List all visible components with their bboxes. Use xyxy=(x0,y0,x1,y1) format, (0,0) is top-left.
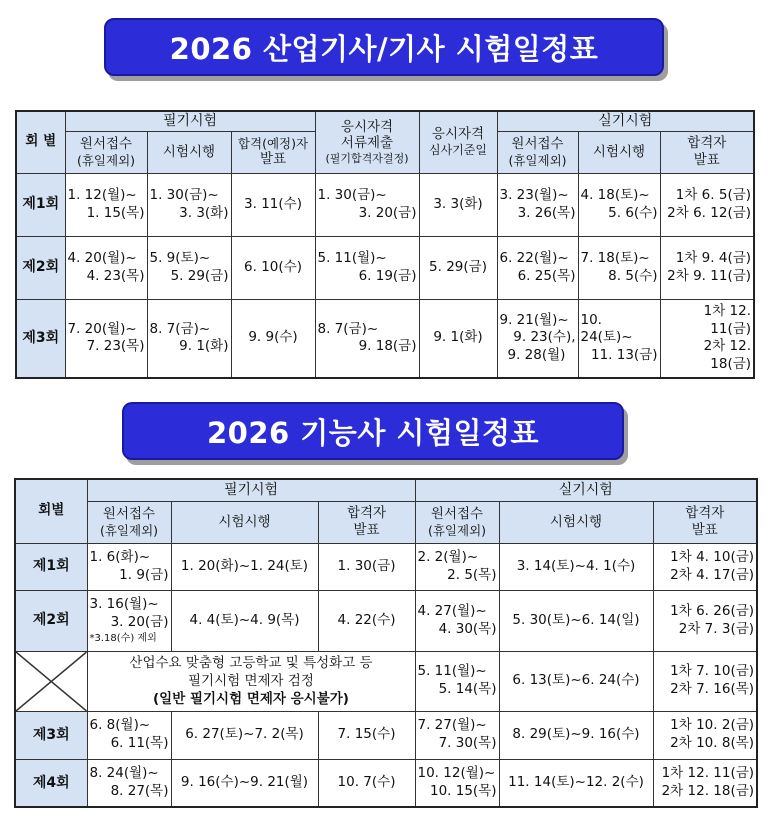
practical-apply-period: 7. 27(월)~ 7. 30(목) xyxy=(415,711,499,759)
pass-date: 1. 30(금) xyxy=(318,543,415,590)
apply-period: 1. 6(화)~ 1. 9(금) xyxy=(87,543,171,590)
practical-pass-date: 1차 7. 10(금) 2차 7. 16(목) xyxy=(653,651,757,711)
practical-apply-period: 4. 27(월)~ 4. 30(목) xyxy=(415,590,499,651)
header-practical-exam: 실기시험 xyxy=(497,111,754,131)
exam-period: 4. 4(토)~4. 9(목) xyxy=(171,590,318,651)
practical-exam-period: 8. 29(토)~9. 16(수) xyxy=(499,711,653,759)
craftsman-schedule-table xyxy=(14,478,758,808)
round-label: 제2회 xyxy=(16,236,65,299)
round-label: 제4회 xyxy=(15,759,87,807)
practical-pass-date: 1차 4. 10(금) 2차 4. 17(금) xyxy=(653,543,757,590)
round-label: 제2회 xyxy=(15,590,87,651)
header-practical-apply: 원서접수 (휴일제외) xyxy=(497,131,578,173)
practical-apply-period: 10. 12(월)~ 10. 15(목) xyxy=(415,759,499,807)
exam-period: 5. 9(토)~ 5. 29(금) xyxy=(147,236,231,299)
practical-pass-date: 1차 12. 11(금) 2차 12. 18(금) xyxy=(660,299,754,378)
exam-period: 9. 16(수)~9. 21(월) xyxy=(171,759,318,807)
practical-pass-date: 1차 9. 4(금) 2차 9. 11(금) xyxy=(660,236,754,299)
practical-apply-period: 2. 2(월)~ 2. 5(목) xyxy=(415,543,499,590)
cross-mark-icon xyxy=(16,652,87,711)
table-row xyxy=(16,236,754,299)
docs-period: 1. 30(금)~ 3. 20(금) xyxy=(315,173,419,236)
review-date: 3. 3(화) xyxy=(419,173,497,236)
apply-exclusion-note: *3.18(수) 제외 xyxy=(89,632,157,644)
round-label: 제3회 xyxy=(15,711,87,759)
apply-period: 6. 8(월)~ 6. 11(목) xyxy=(87,711,171,759)
header-apply: 원서접수 (휴일제외) xyxy=(87,501,171,543)
apply-period: 4. 20(월)~ 4. 23(목) xyxy=(65,236,147,299)
pass-date: 6. 10(수) xyxy=(231,236,315,299)
exam-period: 1. 30(금)~ 3. 3(화) xyxy=(147,173,231,236)
round-label: 제1회 xyxy=(15,543,87,590)
practical-apply-period: 9. 21(월)~ 9. 23(수), 9. 28(월) xyxy=(497,299,578,378)
exam-period: 8. 7(금)~ 9. 1(화) xyxy=(147,299,231,378)
table-row-special xyxy=(15,651,757,711)
header-practical-exam-date: 시험시행 xyxy=(499,501,653,543)
apply-period: 1. 12(월)~ 1. 15(목) xyxy=(65,173,147,236)
header-practical-exam: 실기시험 xyxy=(415,479,757,501)
pass-date: 3. 11(수) xyxy=(231,173,315,236)
practical-exam-period: 3. 14(토)~4. 1(수) xyxy=(499,543,653,590)
practical-exam-period: 10. 24(토)~ 11. 13(금) xyxy=(578,299,660,378)
exam-period: 1. 20(화)~1. 24(토) xyxy=(171,543,318,590)
pass-date: 10. 7(수) xyxy=(318,759,415,807)
header-exam-date: 시험시행 xyxy=(147,131,231,173)
header-practical-apply: 원서접수 (휴일제외) xyxy=(415,501,499,543)
practical-pass-date: 1차 10. 2(금) 2차 10. 8(목) xyxy=(653,711,757,759)
practical-pass-date: 1차 12. 11(금) 2차 12. 18(금) xyxy=(653,759,757,807)
apply-period: 3. 16(월)~ 3. 20(금) *3.18(수) 제외 xyxy=(87,590,171,651)
header-practical-pass: 합격자 발표 xyxy=(653,501,757,543)
header-docs-submission: 응시자격 서류제출 (필기합격자결정) xyxy=(315,111,419,173)
crossed-out-round-cell xyxy=(15,651,87,711)
practical-apply-period: 6. 22(월)~ 6. 25(목) xyxy=(497,236,578,299)
practical-apply-period: 3. 23(월)~ 3. 26(목) xyxy=(497,173,578,236)
header-round: 회별 xyxy=(15,479,87,543)
round-label: 제3회 xyxy=(16,299,65,378)
practical-exam-period: 7. 18(토)~ 8. 5(수) xyxy=(578,236,660,299)
header-qualification-review: 응시자격 심사기준일 xyxy=(419,111,497,173)
review-date: 5. 29(금) xyxy=(419,236,497,299)
header-practical-pass: 합격자 발표 xyxy=(660,131,754,173)
table-row xyxy=(15,711,757,759)
pass-date: 7. 15(수) xyxy=(318,711,415,759)
practical-exam-period: 11. 14(토)~12. 2(수) xyxy=(499,759,653,807)
practical-exam-period: 4. 18(토)~ 5. 6(수) xyxy=(578,173,660,236)
practical-pass-date: 1차 6. 26(금) 2차 7. 3(금) xyxy=(653,590,757,651)
table-row xyxy=(16,173,754,236)
header-pass-announce: 합격(예정)자 발표 xyxy=(231,131,315,173)
exam-period: 6. 27(토)~7. 2(목) xyxy=(171,711,318,759)
exemption-notice: 산업수요 맞춤형 고등학교 및 특성화고 등 필기시험 면제자 검정 (일반 필기시험 면제자 응시불가) xyxy=(87,651,415,711)
table-row xyxy=(15,590,757,651)
header-round: 회 별 xyxy=(16,111,65,173)
header-practical-exam-date: 시험시행 xyxy=(578,131,660,173)
review-date: 9. 1(화) xyxy=(419,299,497,378)
docs-period: 8. 7(금)~ 9. 18(금) xyxy=(315,299,419,378)
practical-pass-date: 1차 6. 5(금) 2차 6. 12(금) xyxy=(660,173,754,236)
schedule-title-craftsman: 2026 기능사 시험일정표 xyxy=(122,402,624,460)
header-apply: 원서접수 (휴일제외) xyxy=(65,131,147,173)
practical-apply-period: 5. 11(월)~ 5. 14(목) xyxy=(415,651,499,711)
header-exam-date: 시험시행 xyxy=(171,501,318,543)
pass-date: 9. 9(수) xyxy=(231,299,315,378)
round-label: 제1회 xyxy=(16,173,65,236)
table-row xyxy=(16,299,754,378)
apply-period: 8. 24(월)~ 8. 27(목) xyxy=(87,759,171,807)
apply-period: 7. 20(월)~ 7. 23(목) xyxy=(65,299,147,378)
table-row xyxy=(15,543,757,590)
docs-period: 5. 11(월)~ 6. 19(금) xyxy=(315,236,419,299)
schedule-title-engineer: 2026 산업기사/기사 시험일정표 xyxy=(104,18,664,76)
engineer-schedule-table xyxy=(15,110,755,379)
header-pass-announce: 합격자 발표 xyxy=(318,501,415,543)
practical-exam-period: 6. 13(토)~6. 24(수) xyxy=(499,651,653,711)
header-written-exam: 필기시험 xyxy=(87,479,415,501)
header-written-exam: 필기시험 xyxy=(65,111,315,131)
table-row xyxy=(15,759,757,807)
practical-exam-period: 5. 30(토)~6. 14(일) xyxy=(499,590,653,651)
pass-date: 4. 22(수) xyxy=(318,590,415,651)
